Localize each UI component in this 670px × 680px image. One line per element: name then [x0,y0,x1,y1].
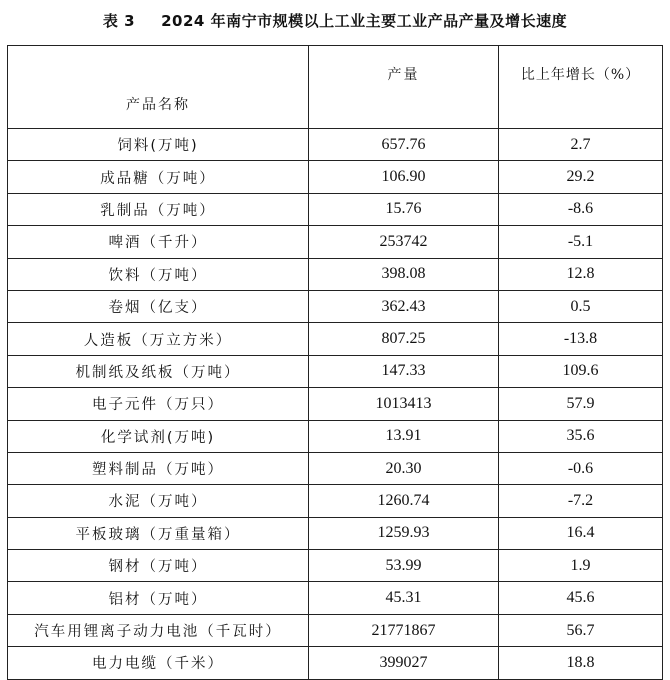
output-cell: 807.25 [309,323,499,355]
growth-cell: 1.9 [499,550,663,582]
table-row [8,614,663,646]
table-header [8,46,663,129]
product-name-cell: 汽车用锂离子动力电池（千瓦时） [8,614,309,646]
growth-cell: 29.2 [499,161,663,193]
header-output: 产量 [309,46,499,129]
product-name-cell: 饲料(万吨) [8,129,309,161]
growth-cell: 18.8 [499,647,663,679]
product-name-cell: 电子元件（万只） [8,388,309,420]
output-cell: 147.33 [309,355,499,387]
output-cell: 13.91 [309,420,499,452]
table-body [8,129,663,680]
output-cell: 398.08 [309,258,499,290]
output-cell: 399027 [309,647,499,679]
product-name-cell: 电力电缆（千米） [8,647,309,679]
output-cell: 21771867 [309,614,499,646]
product-output-table [7,45,663,680]
table-row [8,193,663,225]
table-title [0,10,670,32]
product-name-cell: 人造板（万立方米） [8,323,309,355]
growth-cell: -0.6 [499,452,663,484]
table-row [8,517,663,549]
product-name-cell: 水泥（万吨） [8,485,309,517]
table-row [8,647,663,679]
product-name-cell: 饮料（万吨） [8,258,309,290]
growth-cell: 56.7 [499,614,663,646]
growth-cell: 16.4 [499,517,663,549]
growth-cell: 109.6 [499,355,663,387]
table-row [8,550,663,582]
growth-cell: -8.6 [499,193,663,225]
header-growth: 比上年增长（%） [499,46,663,129]
growth-cell: -13.8 [499,323,663,355]
table-row [8,290,663,322]
table-row [8,582,663,614]
table-row [8,420,663,452]
product-name-cell: 铝材（万吨） [8,582,309,614]
table-row [8,129,663,161]
table-caption: 2024 年南宁市规模以上工业主要工业产品产量及增长速度 [161,12,568,30]
table-row [8,485,663,517]
output-cell: 20.30 [309,452,499,484]
growth-cell: 0.5 [499,290,663,322]
growth-cell: -7.2 [499,485,663,517]
product-name-cell: 塑料制品（万吨） [8,452,309,484]
output-cell: 253742 [309,226,499,258]
table-row [8,388,663,420]
product-name-cell: 化学试剂(万吨) [8,420,309,452]
product-name-cell: 成品糖（万吨） [8,161,309,193]
product-name-cell: 卷烟（亿支） [8,290,309,322]
header-row [8,46,663,129]
output-cell: 45.31 [309,582,499,614]
product-name-cell: 钢材（万吨） [8,550,309,582]
output-cell: 1013413 [309,388,499,420]
product-name-cell: 机制纸及纸板（万吨） [8,355,309,387]
product-name-cell: 啤酒（千升） [8,226,309,258]
table-row [8,452,663,484]
growth-cell: -5.1 [499,226,663,258]
table-row [8,355,663,387]
output-cell: 1259.93 [309,517,499,549]
growth-cell: 57.9 [499,388,663,420]
growth-cell: 45.6 [499,582,663,614]
table-row [8,258,663,290]
growth-cell: 12.8 [499,258,663,290]
table-number: 表 3 [102,12,136,30]
growth-cell: 35.6 [499,420,663,452]
table-row [8,226,663,258]
growth-cell: 2.7 [499,129,663,161]
output-cell: 362.43 [309,290,499,322]
output-cell: 1260.74 [309,485,499,517]
output-cell: 657.76 [309,129,499,161]
product-name-cell: 平板玻璃（万重量箱） [8,517,309,549]
table-row [8,161,663,193]
output-cell: 53.99 [309,550,499,582]
output-cell: 106.90 [309,161,499,193]
output-cell: 15.76 [309,193,499,225]
header-product-name: 产品名称 [8,46,309,129]
product-name-cell: 乳制品（万吨） [8,193,309,225]
table-row [8,323,663,355]
